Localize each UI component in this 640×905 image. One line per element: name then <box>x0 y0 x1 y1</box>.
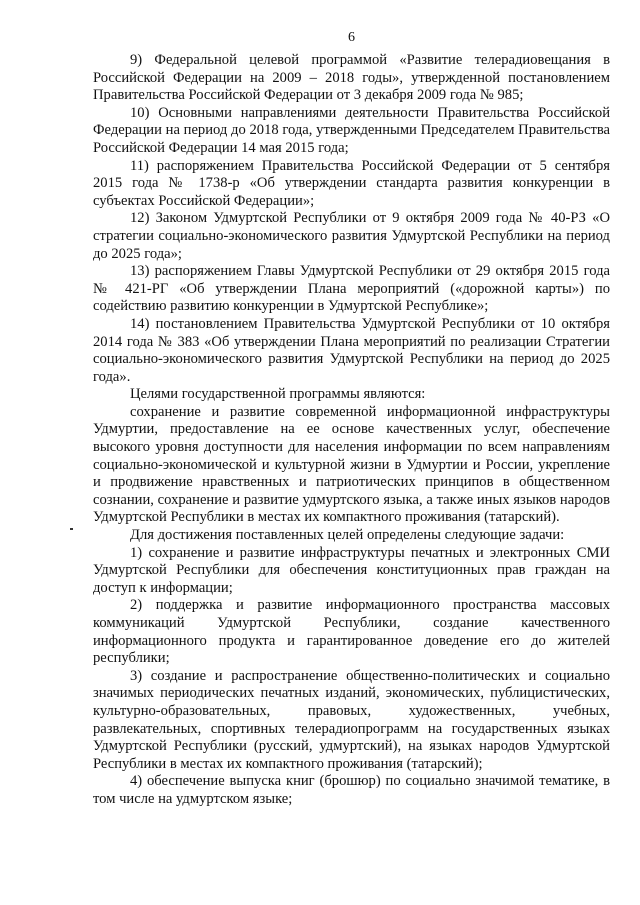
page-number: 6 <box>348 30 355 45</box>
paragraph-item-13: 13) распоряжением Главы Удмуртской Республики от 29 октября 2015 года № 421-РГ «Об утверждении Плана мероприятий («дорожной карты») по содействию развитию конкуренции в Удмуртской Республике»; <box>93 263 610 315</box>
paragraph-item-12: 12) Законом Удмуртской Республики от 9 октября 2009 года № 40-РЗ «О стратегии социально-экономического развития Удмуртской Республики на период до 2025 года»; <box>93 210 610 262</box>
task-item-4: 4) обеспечение выпуска книг (брошюр) по социально значимой тематике, в том числе на удмуртском языке; <box>93 773 610 807</box>
goals-text: сохранение и развитие современной информационной инфраструктуры Удмуртии, предоставление на ее основе качественных услуг, обеспечение высокого уровня доступности для населения информации по всем направлениям социально-экономической и культурной жизни в Удмуртии и России, укрепление и продвижение нравственных и патриотических принципов в общественном сознании, сохранение и развитие удмуртского языка, а также иных языков народов Удмуртской Республики в местах их компактного проживания (татарский). <box>93 403 610 526</box>
paragraph-item-14: 14) постановлением Правительства Удмуртской Республики от 10 октября 2014 года № 383 «Об утверждении Плана мероприятий по реализации Стратегии социально-экономического развития Удмуртской Республики на период до 2025 года». <box>93 315 610 385</box>
goals-heading: Целями государственной программы являются: <box>130 386 426 403</box>
paragraph-item-9: 9) Федеральной целевой программой «Развитие телерадиовещания в Российской Федерации на 2009 – 2018 годы», утвержденной постановлением Правительства Российской Федерации от 3 декабря 2009 года № 985; <box>93 52 610 104</box>
task-item-2: 2) поддержка и развитие информационного пространства массовых коммуникаций Удмуртской Республики, создание качественного информационного продукта и гарантированное доведение его до жителей республики; <box>93 597 610 667</box>
task-item-1: 1) сохранение и развитие инфраструктуры печатных и электронных СМИ Удмуртской Республики для обеспечения конституционных прав граждан на доступ к информации; <box>93 544 610 596</box>
paragraph-item-11: 11) распоряжением Правительства Российской Федерации от 5 сентября 2015 года № 1738-р «Об утверждении стандарта развития конкуренции в субъектах Российской Федерации»; <box>93 157 610 209</box>
document-page <box>93 30 610 809</box>
task-item-3: 3) создание и распространение общественно-политических и социально значимых периодических печатных изданий, экономических, публицистических, культурно-образовательных, правовых, художественных, учебных, развлекательных, спортивных телерадиопрограмм на государственных языках Удмуртской Республики (русский, удмуртский), на языках народов Удмуртской Республики в местах их компактного проживания (татарский); <box>93 667 610 772</box>
paragraph-item-10: 10) Основными направлениями деятельности Правительства Российской Федерации на период до 2018 года, утвержденными Председателем Правительства Российской Федерации 14 мая 2015 года; <box>93 104 610 156</box>
margin-mark <box>70 528 73 530</box>
tasks-heading: Для достижения поставленных целей определены следующие задачи: <box>130 527 565 544</box>
